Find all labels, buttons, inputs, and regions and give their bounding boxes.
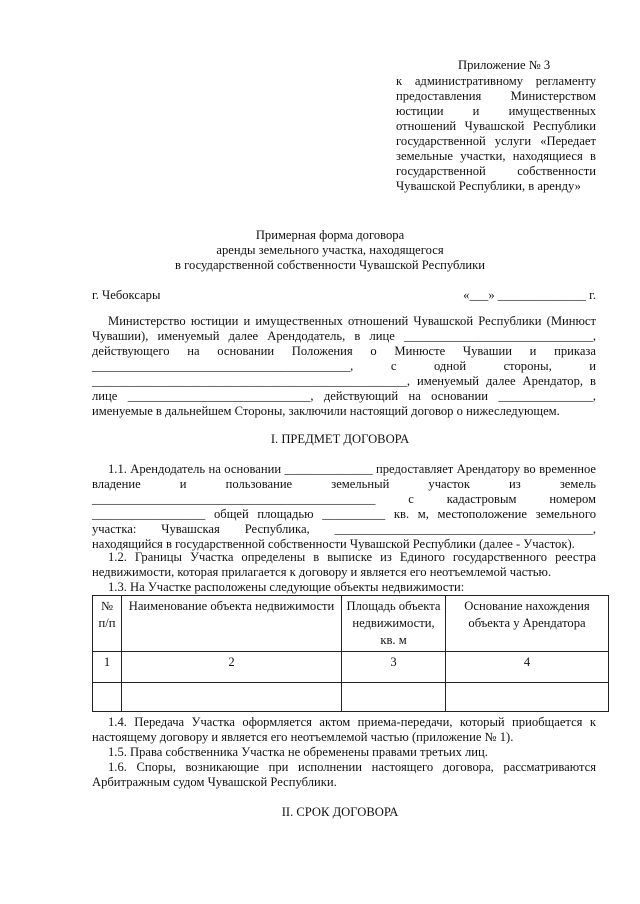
form-title	[60, 228, 600, 273]
section-1-heading: I. ПРЕДМЕТ ДОГОВОРА	[270, 432, 410, 446]
table-cell	[446, 683, 609, 712]
table-cell: 3	[342, 652, 446, 683]
header-object-name: Наименование объекта недвижимости	[122, 596, 342, 652]
clause-1-3: 1.3. На Участке расположены следующие объекты недвижимости:	[108, 580, 465, 594]
place-date-line	[92, 288, 596, 303]
header-area: Площадь объекта недвижимости, кв. м	[342, 596, 446, 652]
header-basis: Основание нахождения объекта у Арендатора	[446, 596, 609, 652]
appendix-body: к административному регламенту предоставления Министерством юстиции и имущественных отношений Чувашской Республики государственной услуги «Передает земельные участки, находящиеся в государственной собственности Чувашской Республики, в аренду»	[396, 74, 596, 193]
appendix-title: Приложение № 3	[458, 58, 551, 72]
table-header-row	[93, 596, 609, 652]
table-cell	[122, 683, 342, 712]
table-cell: 4	[446, 652, 609, 683]
clause-1-4: 1.4. Передача Участка оформляется актом приема-передачи, который приобщается к настоящему договору и является его неотъемлемой частью (приложение № 1).	[92, 715, 596, 744]
appendix-block	[396, 58, 596, 194]
table-cell: 1	[93, 652, 122, 683]
form-title-line-2: аренды земельного участка, находящегося	[216, 243, 444, 257]
contract-date: «___» ______________ г.	[463, 288, 596, 302]
preamble: Министерство юстиции и имущественных отношений Чувашской Республики (Минюст Чувашии), именуемый далее Арендодатель, в лице ______________________________, действующего на основании Положения о Минюсте Чувашии и приказа _________________________________________, с одной стороны, и __________________________________________________, именуемый далее Арендатор, в лице _____________________________, действующий на основании _______________, именуемые в дальнейшем Стороны, заключили настоящий договор о нижеследующем.	[92, 314, 596, 418]
clause-1-2: 1.2. Границы Участка определены в выписке из Единого государственного реестра недвижимости, которая прилагается к договору и является его неотъемлемой частью.	[92, 550, 596, 579]
form-title-line-3: в государственной собственности Чувашской Республики	[175, 258, 485, 272]
city: г. Чебоксары	[92, 288, 161, 302]
clause-1-1: 1.1. Арендодатель на основании ______________ предоставляет Арендатору во временное владение и пользование земельный участок из земель _____________________________________________ с кадастровым номером __________________ общей площадью __________ кв. м, местоположение земельного участка: Чувашская Республика, _________________________________________, находящийся в государственной собственности Чувашской Республики (далее - Участок).	[92, 462, 596, 551]
table-row	[93, 683, 609, 712]
form-title-line-1: Примерная форма договора	[255, 228, 405, 242]
table-cell	[93, 683, 122, 712]
table-cell	[342, 683, 446, 712]
real-estate-table	[92, 595, 609, 712]
table-row	[93, 652, 609, 683]
clause-1-5: 1.5. Права собственника Участка не обременены правами третьих лиц.	[108, 745, 488, 759]
clause-1-6: 1.6. Споры, возникающие при исполнении настоящего договора, рассматриваются Арбитражным судом Чувашской Республики.	[92, 760, 596, 789]
table-cell: 2	[122, 652, 342, 683]
section-2-heading: II. СРОК ДОГОВОРА	[281, 805, 399, 819]
header-number: № п/п	[93, 596, 122, 652]
